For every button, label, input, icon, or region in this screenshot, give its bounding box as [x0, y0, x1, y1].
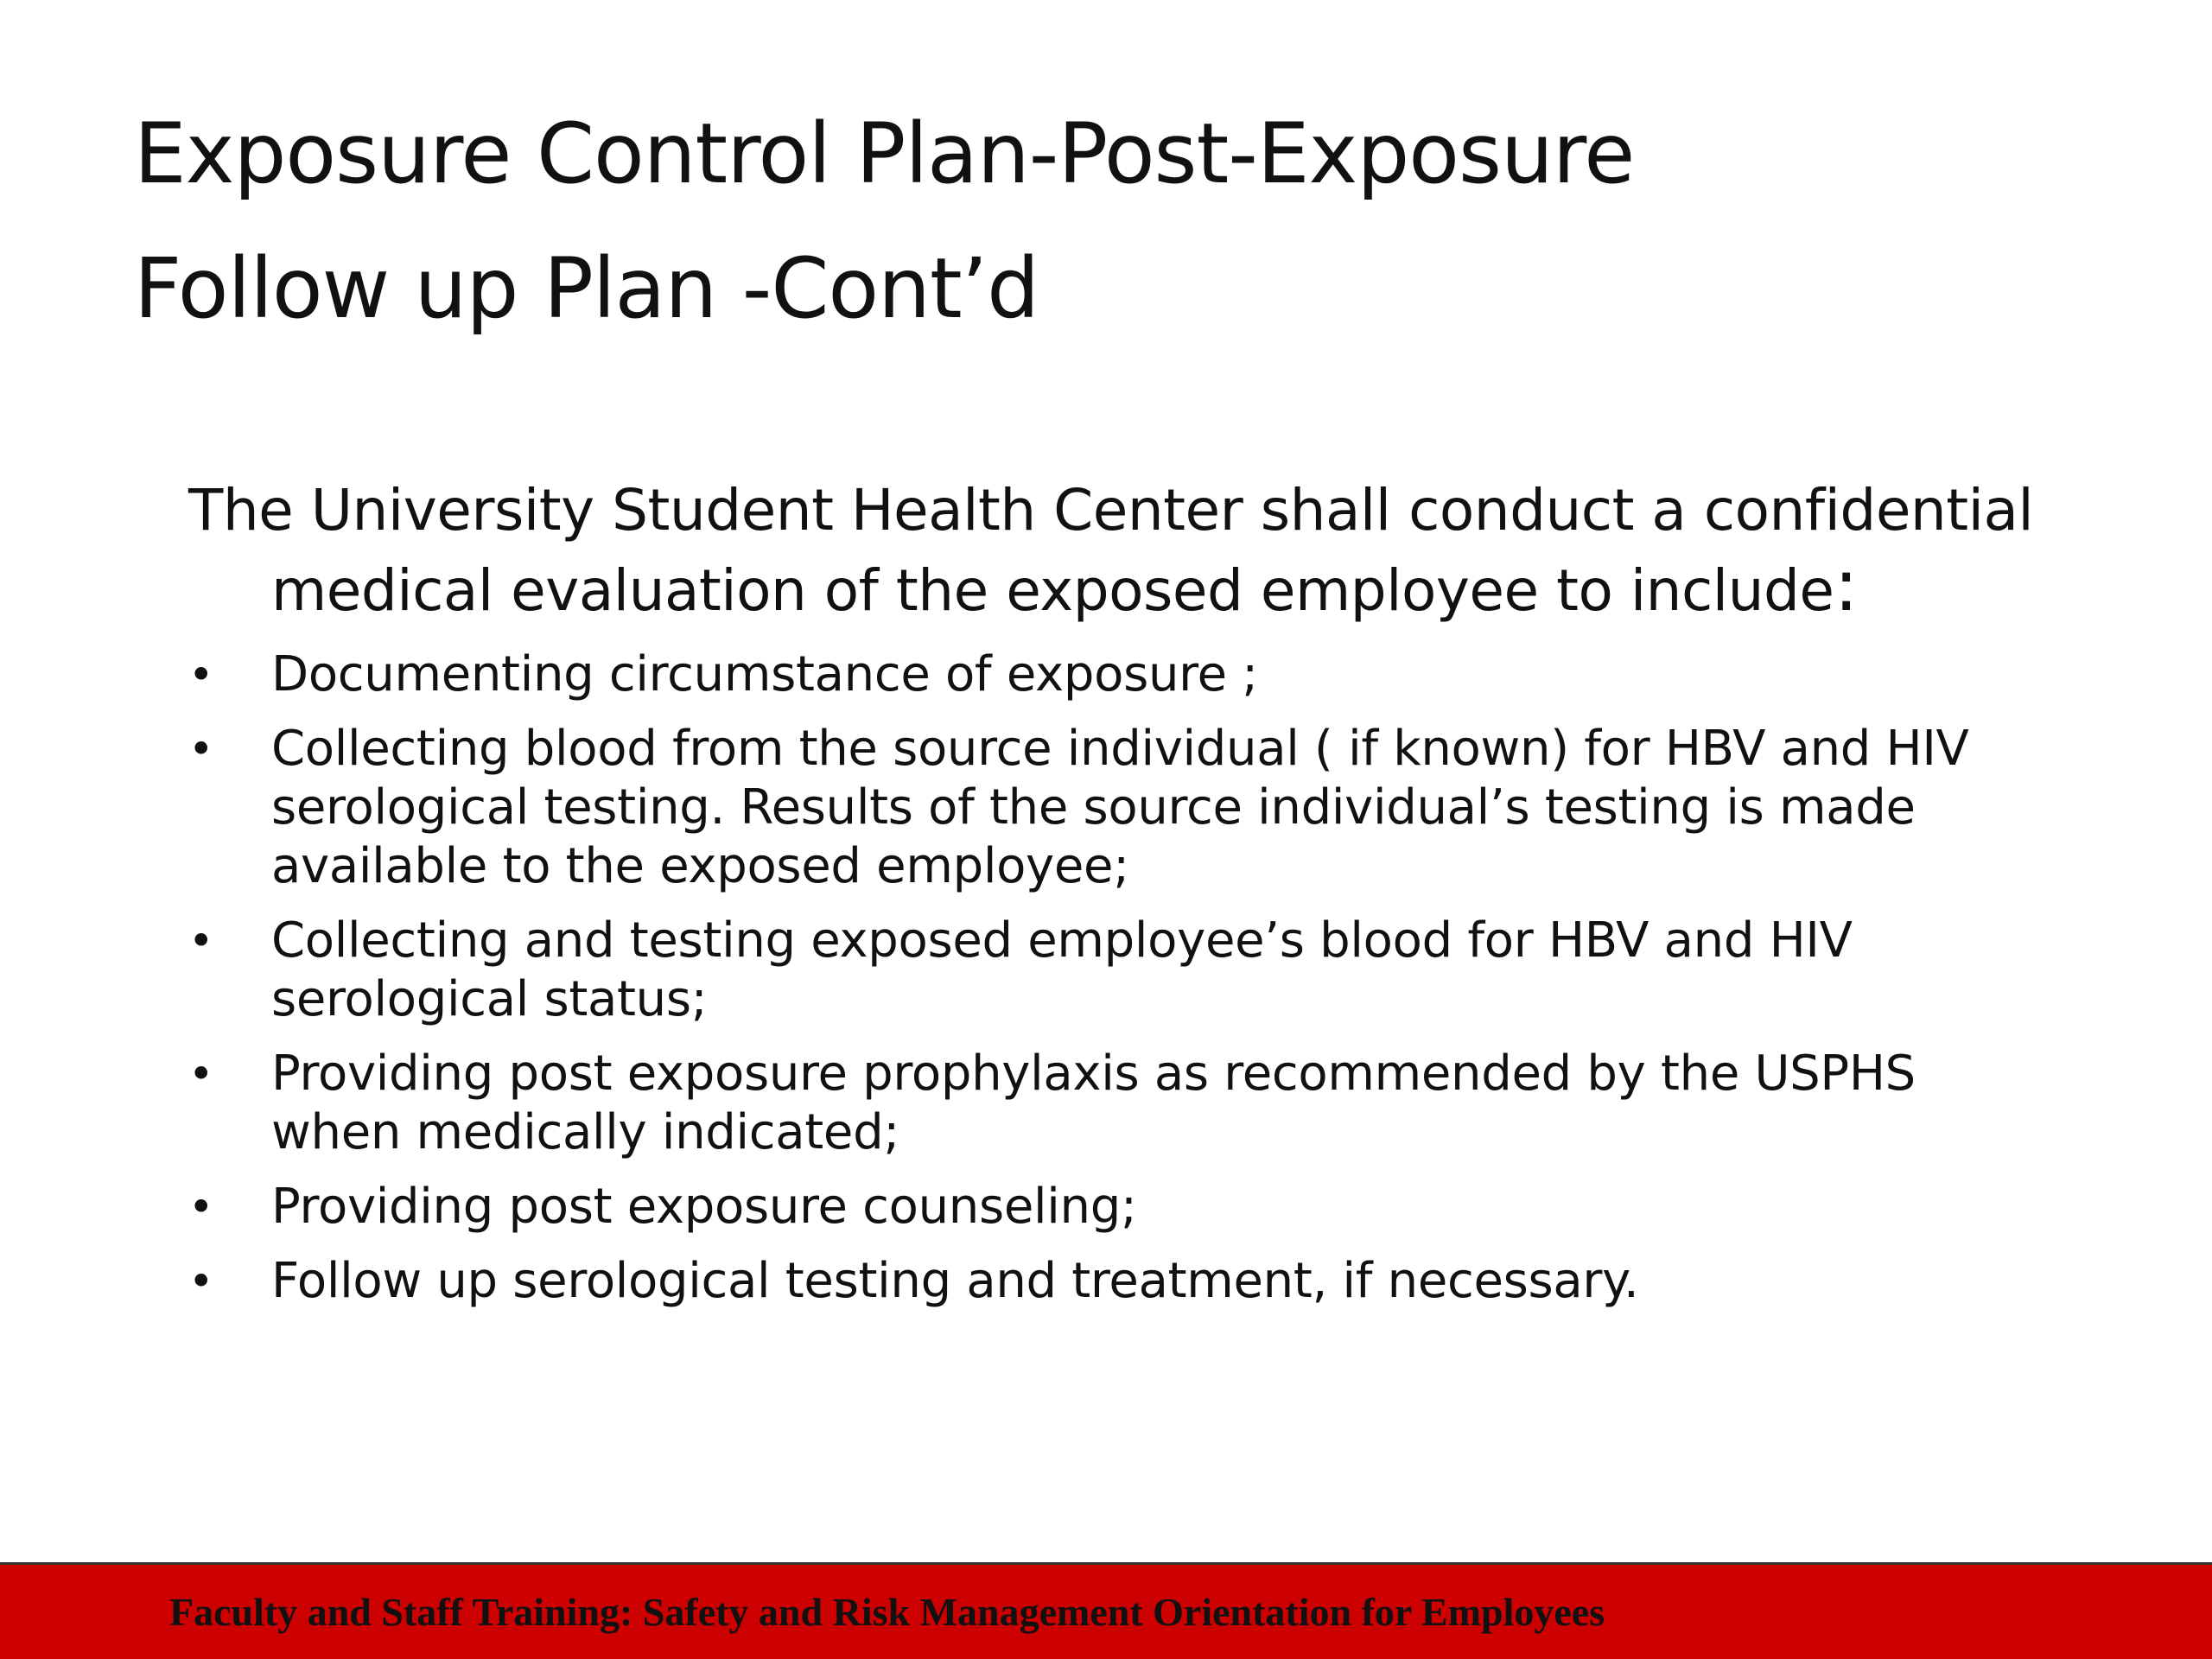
slide-title [134, 86, 2078, 356]
bullet-text: Documenting circumstance of exposure ; [271, 646, 1258, 702]
slide-body [188, 474, 2037, 1326]
bullet-item-documenting [188, 645, 2037, 704]
bullet-text: Collecting blood from the source individual ( if known) for HBV and HIV serological testing. Results of the source individual’s testing is made available to the exposed employee; [271, 721, 1969, 894]
bullet-icon: • [188, 724, 214, 774]
bullet-icon: • [188, 650, 214, 700]
bullet-item-counseling [188, 1178, 2037, 1236]
bullet-item-source-blood [188, 720, 2037, 896]
bullet-item-prophylaxis [188, 1045, 2037, 1162]
intro-paragraph [188, 474, 2037, 628]
bullet-list [188, 645, 2037, 1311]
bullet-item-employee-blood [188, 912, 2037, 1029]
intro-text: The University Student Health Center shall conduct a confidential medical evaluation of the exposed employee to include [188, 477, 2034, 624]
bullet-text: Providing post exposure counseling; [271, 1179, 1137, 1235]
bullet-icon: • [188, 916, 214, 966]
intro-colon: : [1834, 543, 1859, 627]
bullet-icon: • [188, 1256, 214, 1306]
bullet-item-follow-up [188, 1252, 2037, 1311]
bullet-text: Follow up serological testing and treatment, if necessary. [271, 1253, 1639, 1309]
bullet-icon: • [188, 1049, 214, 1099]
bullet-text: Collecting and testing exposed employee’s blood for HBV and HIV serological status; [271, 912, 1853, 1027]
slide-title-line-1: Exposure Control Plan-Post-Exposure [134, 105, 1635, 202]
footer-bar [0, 1562, 2212, 1659]
footer-text: Faculty and Staff Training: Safety and Risk Management Orientation for Employees [169, 1590, 1605, 1634]
slide-title-line-2: Follow up Plan -Cont’d [134, 240, 1039, 337]
bullet-text: Providing post exposure prophylaxis as recommended by the USPHS when medically indicated; [271, 1046, 1916, 1160]
bullet-icon: • [188, 1182, 214, 1232]
